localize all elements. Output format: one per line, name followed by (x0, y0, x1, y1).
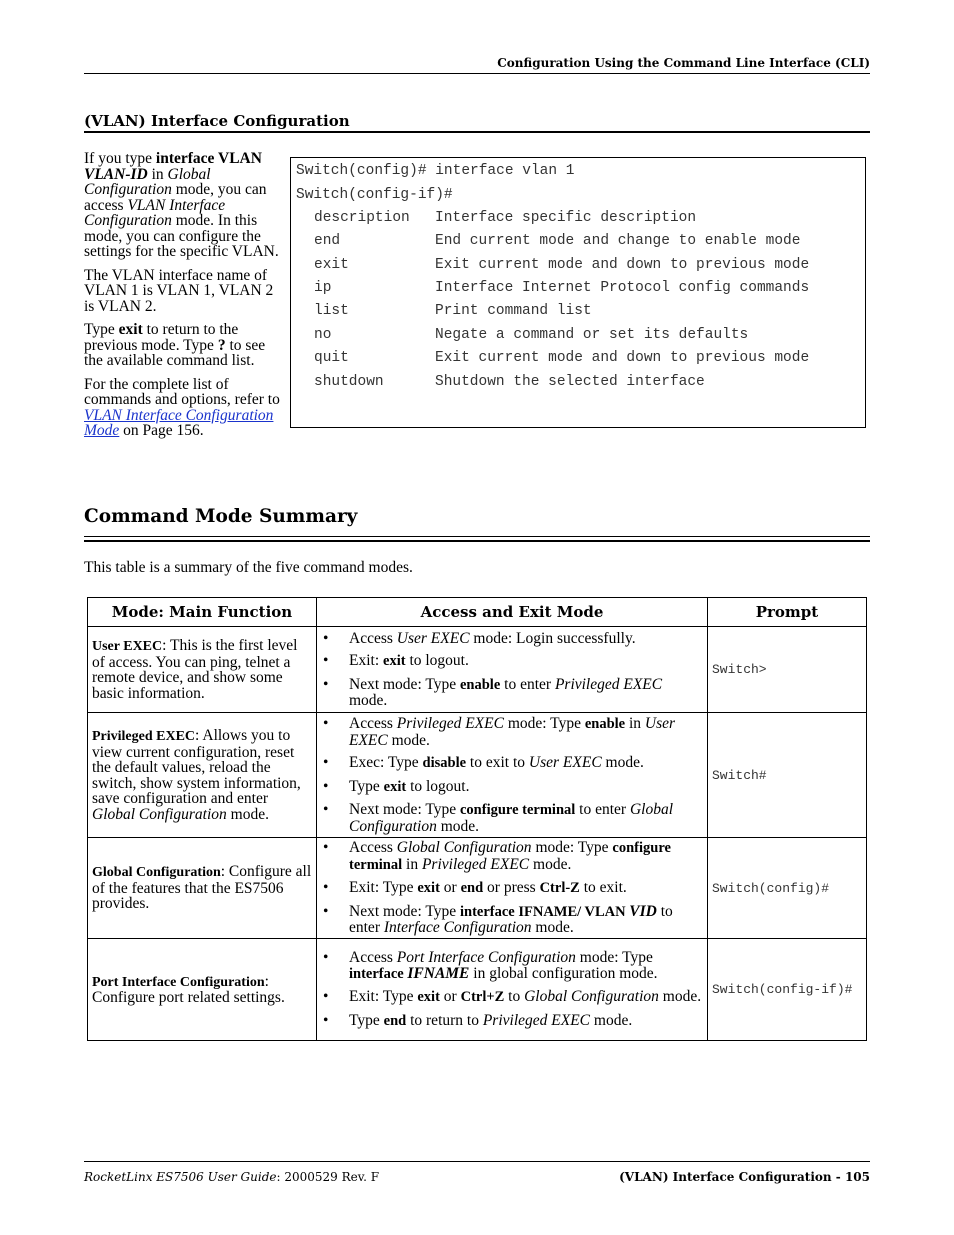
code-command-desc: End current mode and change to enable mode (435, 233, 801, 249)
prompt-cell: Switch> (708, 627, 867, 713)
table-header-row (88, 598, 867, 627)
cli-code-box (290, 157, 866, 428)
code-command: quit (314, 350, 349, 366)
list-item: • Next mode: Type configure terminal to enter Global Configuration mode. (321, 802, 703, 834)
code-command: end (314, 233, 341, 249)
section-rule-thick (84, 540, 870, 542)
running-header: Configuration Using the Command Line Interface (CLI) (497, 56, 870, 70)
code-command: shutdown (314, 374, 384, 390)
section-rule (84, 131, 870, 133)
code-line-2: Switch(config-if)# (296, 187, 453, 203)
note-paragraph-1: If you type interface VLAN VLAN-ID in Global Configuration mode, you can access VLAN Interface Configuration mode. In this mode, you can configure the settings for the specific VLAN. (84, 150, 279, 260)
list-item: • Access Global Configuration mode: Type configure terminal in Privileged EXEC mode. (321, 840, 703, 873)
code-command: description (314, 210, 410, 226)
code-command-desc: Exit current mode and down to previous mode (435, 350, 810, 366)
table-row-port-interface-configuration (88, 939, 867, 1041)
code-command-desc: Negate a command or set its defaults (435, 327, 749, 343)
code-command-desc: Print command list (435, 303, 592, 319)
table-row-global-configuration (88, 838, 867, 939)
code-command: ip (314, 280, 332, 296)
code-command-desc: Interface Internet Protocol config commands (435, 280, 810, 296)
list-item: • Access User EXEC mode: Login successfully. (321, 631, 703, 647)
table-row-privileged-exec (88, 713, 867, 838)
mode-cell: Port Interface Configuration: Configure port related settings. (88, 939, 317, 1041)
code-line-1: Switch(config)# interface vlan 1 (296, 163, 575, 179)
code-command-desc: Exit current mode and down to previous mode (435, 257, 810, 273)
prompt-cell: Switch(config)# (708, 838, 867, 939)
intro-text: This table is a summary of the five command modes. (84, 559, 413, 576)
footer-page-label: (VLAN) Interface Configuration - 105 (619, 1170, 870, 1184)
mode-cell: Global Configuration: Configure all of the features that the ES7506 provides. (88, 838, 317, 939)
code-command-desc: Shutdown the selected interface (435, 374, 705, 390)
mode-cell: User EXEC: This is the first level of access. You can ping, telnet a remote device, and show some basic information. (88, 627, 317, 713)
list-item: • Exit: exit to logout. (321, 653, 703, 670)
note-paragraph-4: For the complete list of commands and options, refer to VLAN Interface Configuration Mode on Page 156. (84, 375, 280, 439)
vlan-interface-configuration-mode-link[interactable]: VLAN Interface Configuration Mode (84, 406, 274, 439)
column-header-mode: Mode: Main Function (88, 598, 317, 627)
code-command: list (314, 303, 349, 319)
access-cell (317, 939, 708, 1041)
access-cell (317, 838, 708, 939)
list-item: • Exec: Type disable to exit to User EXEC mode. (321, 755, 703, 772)
mode-cell: Privileged EXEC: Allows you to view current configuration, reset the default values, reload the switch, show system information, save configuration and enter Global Configuration mode. (88, 713, 317, 838)
code-command: exit (314, 257, 349, 273)
code-command: no (314, 327, 332, 343)
column-header-prompt: Prompt (708, 598, 867, 627)
header-rule (84, 73, 870, 74)
list-item: • Exit: Type exit or end or press Ctrl-Z to exit. (321, 880, 703, 897)
prompt-cell: Switch(config-if)# (708, 939, 867, 1041)
sidebar-notes (84, 151, 284, 447)
access-cell (317, 713, 708, 838)
access-cell (317, 627, 708, 713)
section-title-vlan-interface: (VLAN) Interface Configuration (84, 112, 350, 130)
section-title-command-mode-summary: Command Mode Summary (84, 506, 358, 527)
note-paragraph-2: The VLAN interface name of VLAN 1 is VLAN 1, VLAN 2 is VLAN 2. (84, 266, 274, 315)
prompt-cell: Switch# (708, 713, 867, 838)
column-header-access: Access and Exit Mode (317, 598, 708, 627)
code-command-desc: Interface specific description (435, 210, 697, 226)
list-item: • Next mode: Type enable to enter Privileged EXEC mode. (321, 677, 703, 709)
list-item: • Access Port Interface Configuration mode: Type interface IFNAME in global configuration mode. (321, 950, 703, 982)
list-item: • Type exit to logout. (321, 779, 703, 796)
section-rule-thin (84, 536, 870, 537)
list-item: • Exit: Type exit or Ctrl+Z to Global Configuration mode. (321, 989, 703, 1006)
list-item: • Next mode: Type interface IFNAME/ VLAN VID to enter Interface Configuration mode. (321, 904, 703, 936)
footer-document-info: RocketLinx ES7506 User Guide: 2000529 Rev. F (84, 1170, 380, 1184)
note-paragraph-3: Type exit to return to the previous mode. Type ? to see the available command list. (84, 321, 266, 369)
command-mode-table (87, 597, 867, 1041)
list-item: • Access Privileged EXEC mode: Type enable in User EXEC mode. (321, 716, 703, 748)
footer-rule (84, 1161, 870, 1162)
table-row-user-exec (88, 627, 867, 713)
list-item: • Type end to return to Privileged EXEC mode. (321, 1013, 703, 1030)
